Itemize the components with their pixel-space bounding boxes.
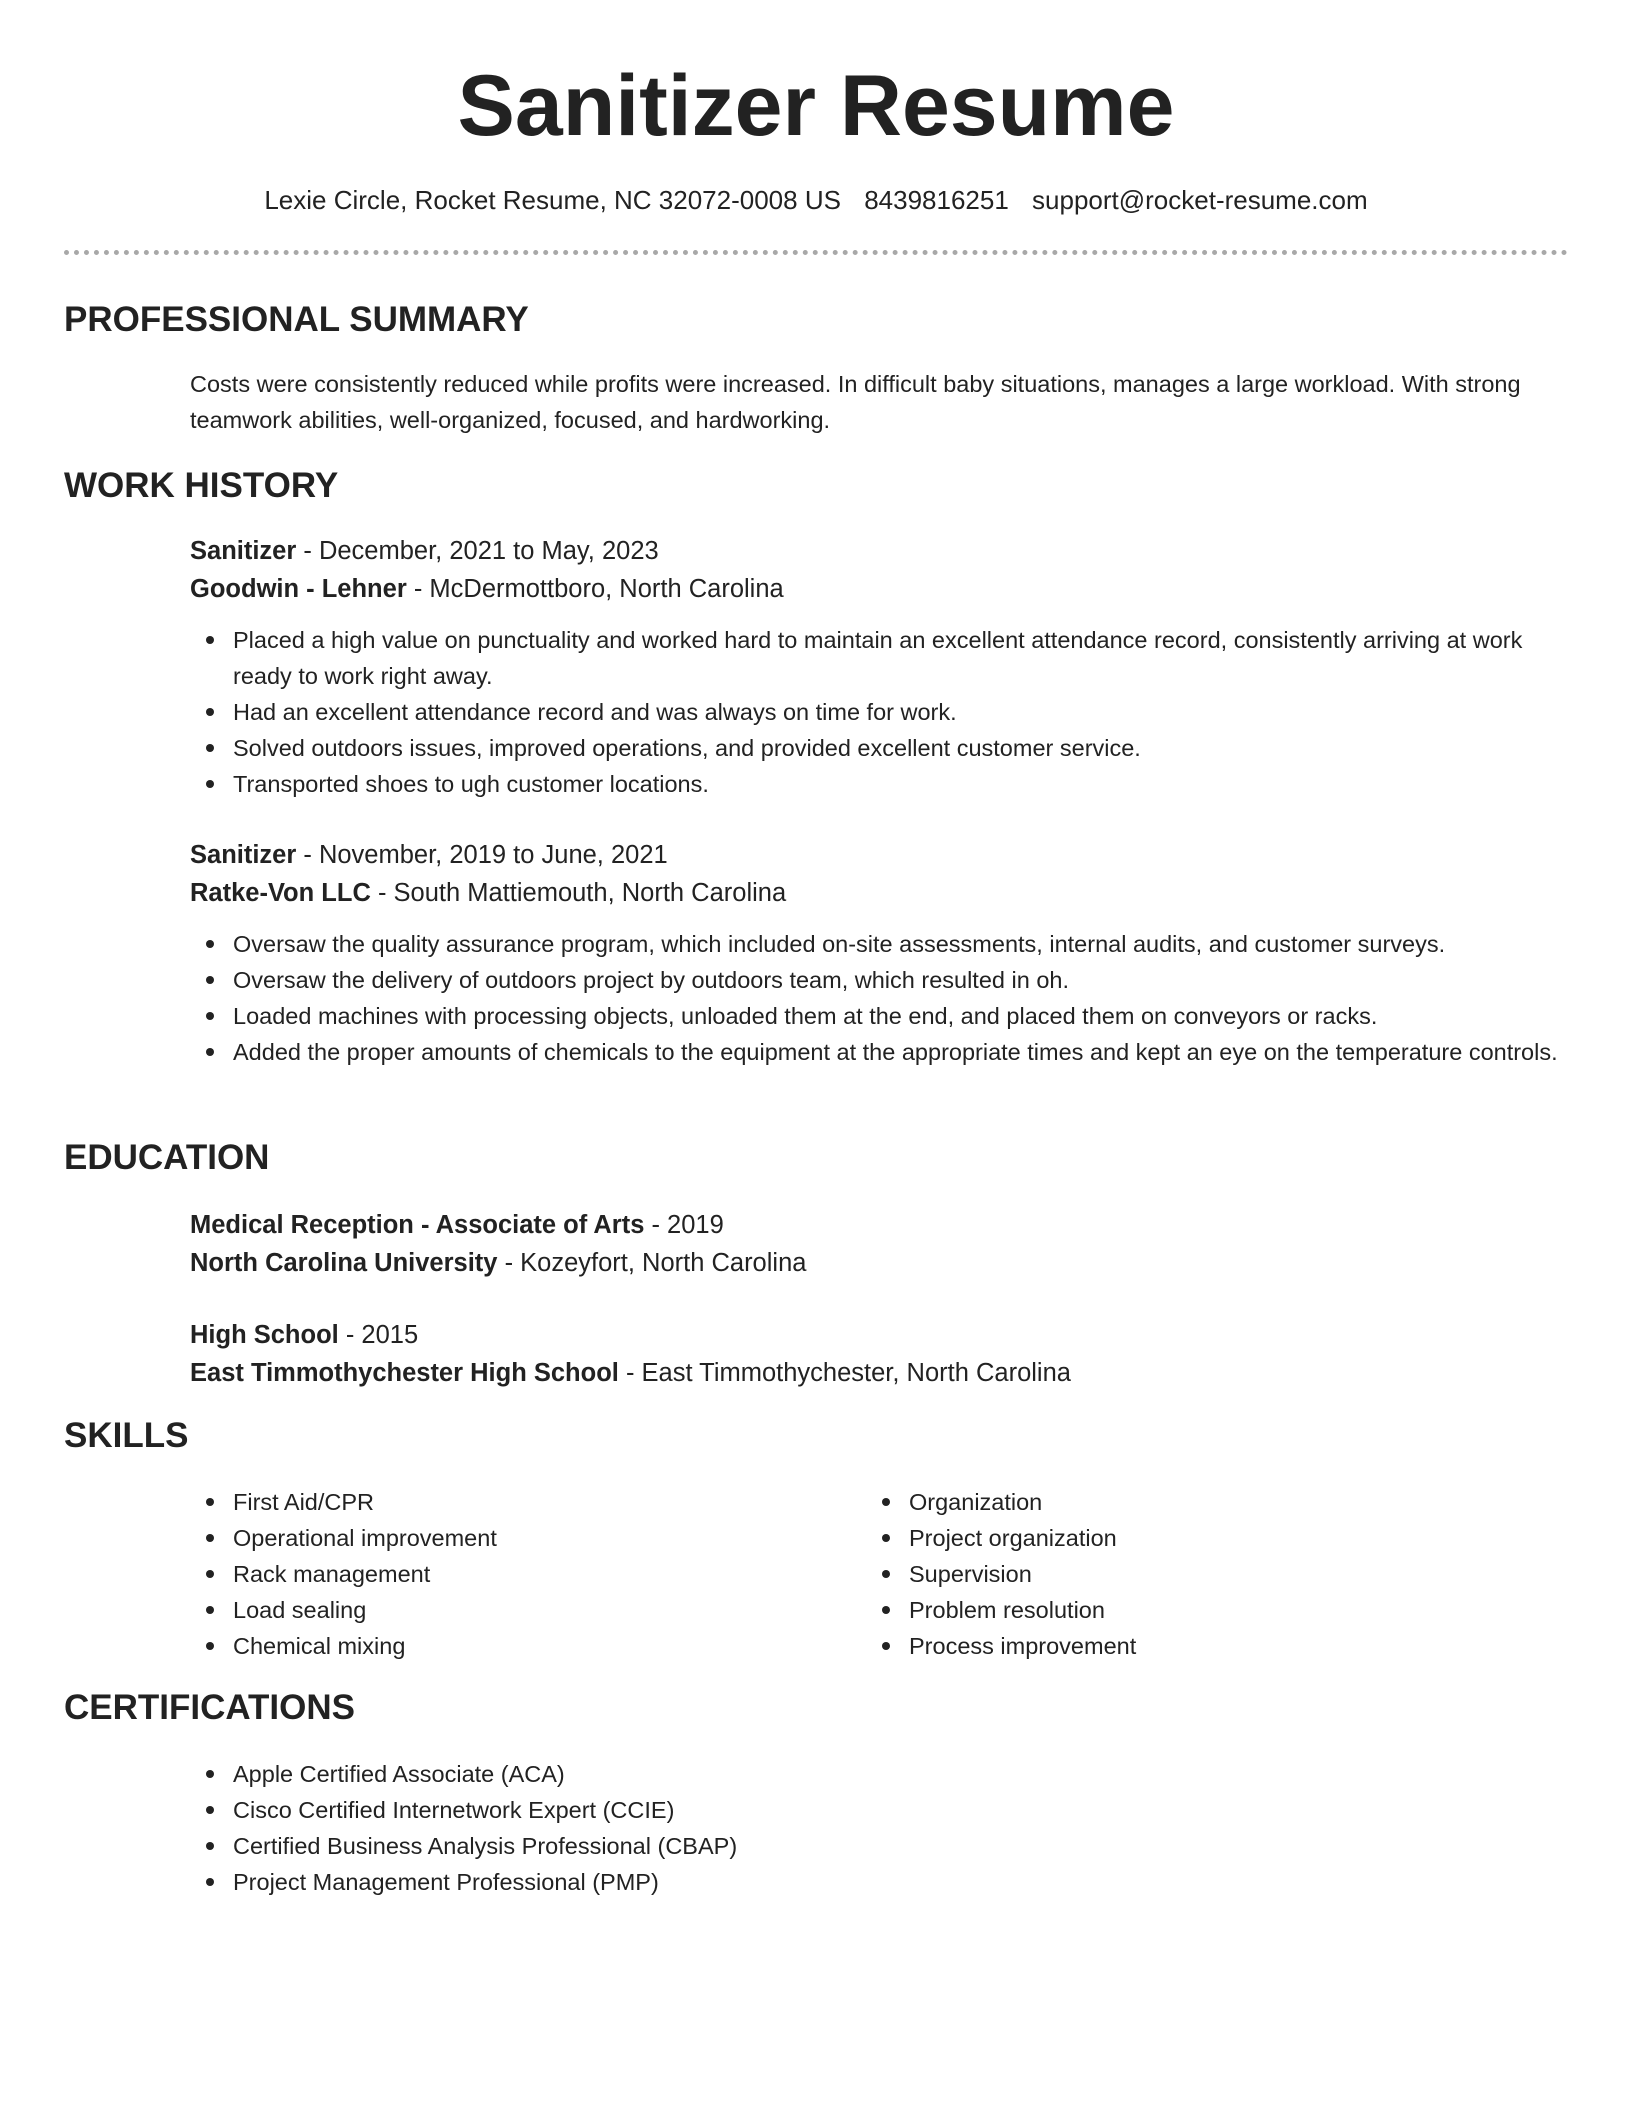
job-dates: - December, 2021 to May, 2023 [296, 537, 659, 565]
section-title-work-history: WORK HISTORY [64, 466, 339, 505]
list-item: Had an excellent attendance record and was always on time for work. [190, 694, 1568, 730]
job-entry [190, 836, 1568, 1070]
skills-column-right [866, 1484, 1466, 1664]
job-title-line [190, 532, 1568, 570]
list-item: Process improvement [866, 1628, 1466, 1664]
contact-address: Lexie Circle, Rocket Resume, NC 32072-0008 US [264, 185, 841, 215]
skills-list [866, 1484, 1466, 1664]
contact-phone: 8439816251 [864, 185, 1009, 215]
section-title-summary: PROFESSIONAL SUMMARY [64, 300, 529, 339]
education-school-line [190, 1354, 1568, 1392]
education-entry [190, 1316, 1568, 1392]
job-dates: - November, 2019 to June, 2021 [296, 841, 668, 869]
job-bullets [190, 926, 1568, 1070]
summary-text: Costs were consistently reduced while profits were increased. In difficult baby situations, manages a large workload. With strong teamwork abilities, well-organized, focused, and hardworking. [190, 371, 1521, 433]
certifications-list [190, 1756, 1568, 1900]
education-year: - 2019 [644, 1211, 724, 1239]
list-item: Apple Certified Associate (ACA) [190, 1756, 1568, 1792]
job-role: Sanitizer [190, 537, 297, 565]
skills-column-left [190, 1484, 790, 1664]
job-company: Goodwin - Lehner [190, 575, 407, 603]
education-degree: Medical Reception - Associate of Arts [190, 1211, 645, 1239]
list-item: Added the proper amounts of chemicals to the equipment at the appropriate times and kept an eye on the temperature controls. [190, 1034, 1568, 1070]
education-degree: High School [190, 1321, 339, 1349]
list-item: Loaded machines with processing objects, unloaded them at the end, and placed them on conveyors or racks. [190, 998, 1568, 1034]
job-company: Ratke-Von LLC [190, 879, 371, 907]
list-item: Supervision [866, 1556, 1466, 1592]
education-degree-line [190, 1316, 1568, 1354]
education-year: - 2015 [338, 1321, 419, 1349]
job-location: - McDermottboro, North Carolina [406, 575, 784, 603]
list-item: Organization [866, 1484, 1466, 1520]
list-item: Operational improvement [190, 1520, 790, 1556]
list-item: Certified Business Analysis Professional (CBAP) [190, 1828, 1568, 1864]
job-entry [190, 532, 1568, 802]
section-title-skills: SKILLS [64, 1416, 189, 1455]
education-location: - Kozeyfort, North Carolina [497, 1249, 807, 1277]
contact-email: support@rocket-resume.com [1032, 185, 1368, 215]
list-item: First Aid/CPR [190, 1484, 790, 1520]
section-title-education: EDUCATION [64, 1138, 270, 1177]
contact-line [0, 182, 1632, 218]
header-divider [64, 250, 1568, 255]
list-item: Oversaw the quality assurance program, which included on-site assessments, internal audits, and customer surveys. [190, 926, 1568, 962]
certifications-block [190, 1756, 1568, 1900]
job-bullets [190, 622, 1568, 802]
list-item: Project Management Professional (PMP) [190, 1864, 1568, 1900]
skills-list [190, 1484, 790, 1664]
list-item: Transported shoes to ugh customer locations. [190, 766, 1568, 802]
education-school: North Carolina University [190, 1249, 498, 1277]
list-item: Problem resolution [866, 1592, 1466, 1628]
education-school: East Timmothychester High School [190, 1359, 619, 1387]
list-item: Rack management [190, 1556, 790, 1592]
education-degree-line [190, 1206, 1568, 1244]
section-title-certifications: CERTIFICATIONS [64, 1688, 356, 1727]
job-role: Sanitizer [190, 841, 297, 869]
education-school-line [190, 1244, 1568, 1282]
list-item: Chemical mixing [190, 1628, 790, 1664]
job-company-line [190, 874, 1568, 912]
resume-title: Sanitizer Resume [457, 58, 1175, 154]
list-item: Cisco Certified Internetwork Expert (CCIE) [190, 1792, 1568, 1828]
list-item: Project organization [866, 1520, 1466, 1556]
list-item: Oversaw the delivery of outdoors project by outdoors team, which resulted in oh. [190, 962, 1568, 998]
education-entry [190, 1206, 1568, 1282]
job-location: - South Mattiemouth, North Carolina [370, 879, 787, 907]
education-location: - East Timmothychester, North Carolina [618, 1359, 1071, 1387]
list-item: Solved outdoors issues, improved operations, and provided excellent customer service. [190, 730, 1568, 766]
job-title-line [190, 836, 1568, 874]
list-item: Load sealing [190, 1592, 790, 1628]
job-company-line [190, 570, 1568, 608]
list-item: Placed a high value on punctuality and worked hard to maintain an excellent attendance record, consistently arriving at work ready to work right away. [190, 622, 1568, 694]
